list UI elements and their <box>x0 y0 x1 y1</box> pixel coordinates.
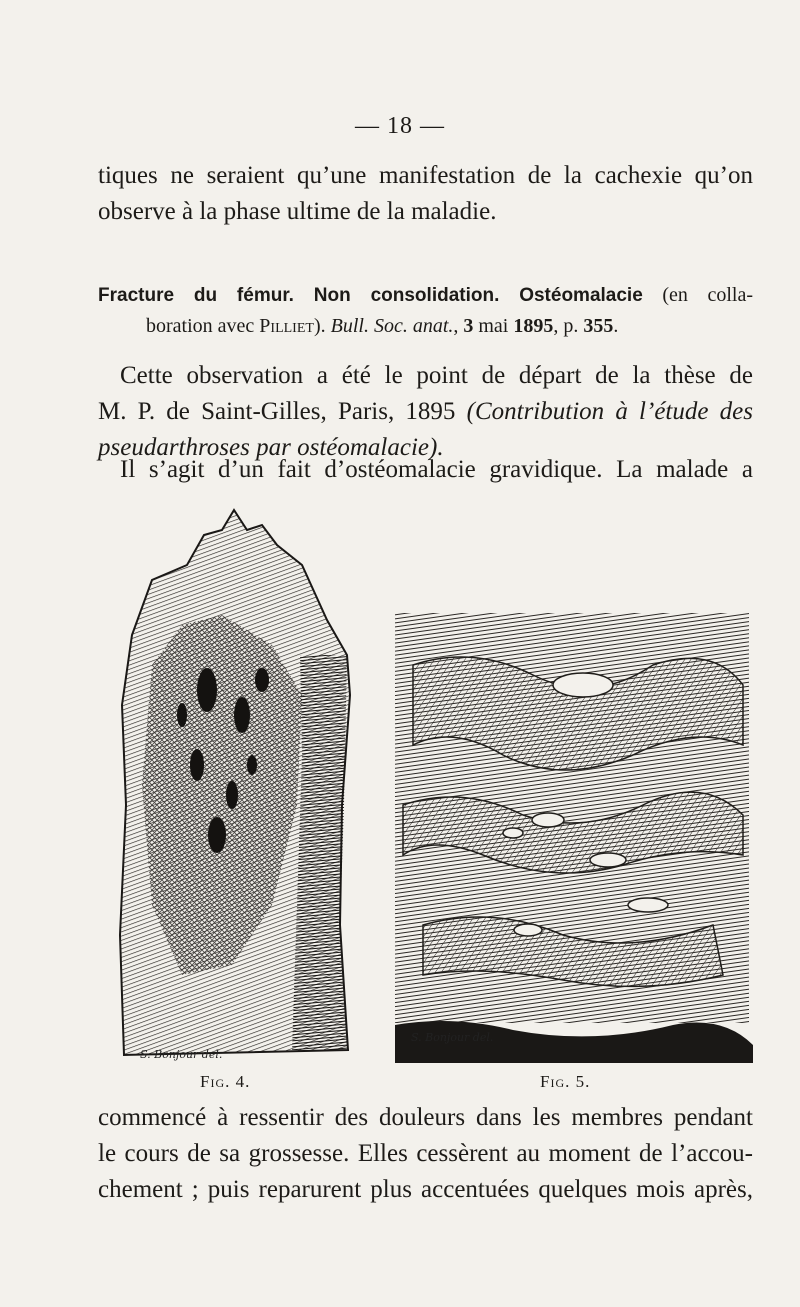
heading-line <box>98 280 753 311</box>
text-line: pseudarthroses par ostéomalacie). <box>98 434 444 461</box>
heading-title: Fracture du fémur. Non consolidation. Ostéomalacie <box>98 285 643 306</box>
journal-name: Bull. Soc. anat. <box>330 315 454 337</box>
figure-4-signature: S. Bonjour del. <box>140 1048 223 1061</box>
text-line: le cours de sa grossesse. Elles cessèrent au moment de l’accou- <box>98 1140 753 1167</box>
thesis-title: (Contribution à l’étude des <box>466 398 753 425</box>
citation-text: . <box>613 315 619 337</box>
text-line: tiques ne seraient qu’une manifestation de la cachexie qu’on <box>98 162 753 189</box>
figure-4-caption: Fig. 4. <box>200 1072 251 1091</box>
citation-page: 355 <box>583 315 614 337</box>
heading-title-rest: (en colla- <box>642 284 753 306</box>
citation-text: boration avec <box>146 315 260 337</box>
text-line: commencé à ressentir des douleurs dans les membres pendant <box>98 1104 753 1131</box>
page-number: — 18 — <box>355 113 445 139</box>
text-line: chement ; puis reparurent plus accentuées quelques mois après, <box>98 1176 753 1203</box>
publication-heading <box>98 280 753 341</box>
text-line: observe à la phase ultime de la maladie. <box>98 198 497 225</box>
text-line: Il s’agit d’un fait d’ostéomalacie gravidique. La malade a <box>120 456 753 483</box>
citation-text: , <box>453 315 464 337</box>
paragraph-intro <box>98 158 753 230</box>
citation-year: 1895 <box>513 315 554 337</box>
text-line <box>98 394 753 430</box>
paragraph-case <box>98 452 753 488</box>
citation-day: 3 <box>463 315 474 337</box>
paragraph-observation <box>98 358 753 466</box>
figure-5-caption: Fig. 5. <box>540 1072 591 1091</box>
coauthor-name: Pilliet <box>259 315 314 337</box>
figure-4-femur-engraving <box>112 505 362 1065</box>
citation-text: , p. <box>553 315 584 337</box>
figure-5-signature: S. Bonjour del. <box>411 1031 494 1044</box>
citation-text: ). <box>313 315 331 337</box>
citation-text: mai <box>473 315 514 337</box>
text-line: Cette observation a été le point de départ de la thèse de <box>120 362 753 389</box>
figure-5-histology-section <box>393 605 755 1063</box>
heading-citation <box>98 311 753 341</box>
text-segment: M. P. de Saint-Gilles, Paris, 1895 <box>98 398 467 425</box>
paragraph-continuation <box>98 1100 753 1208</box>
